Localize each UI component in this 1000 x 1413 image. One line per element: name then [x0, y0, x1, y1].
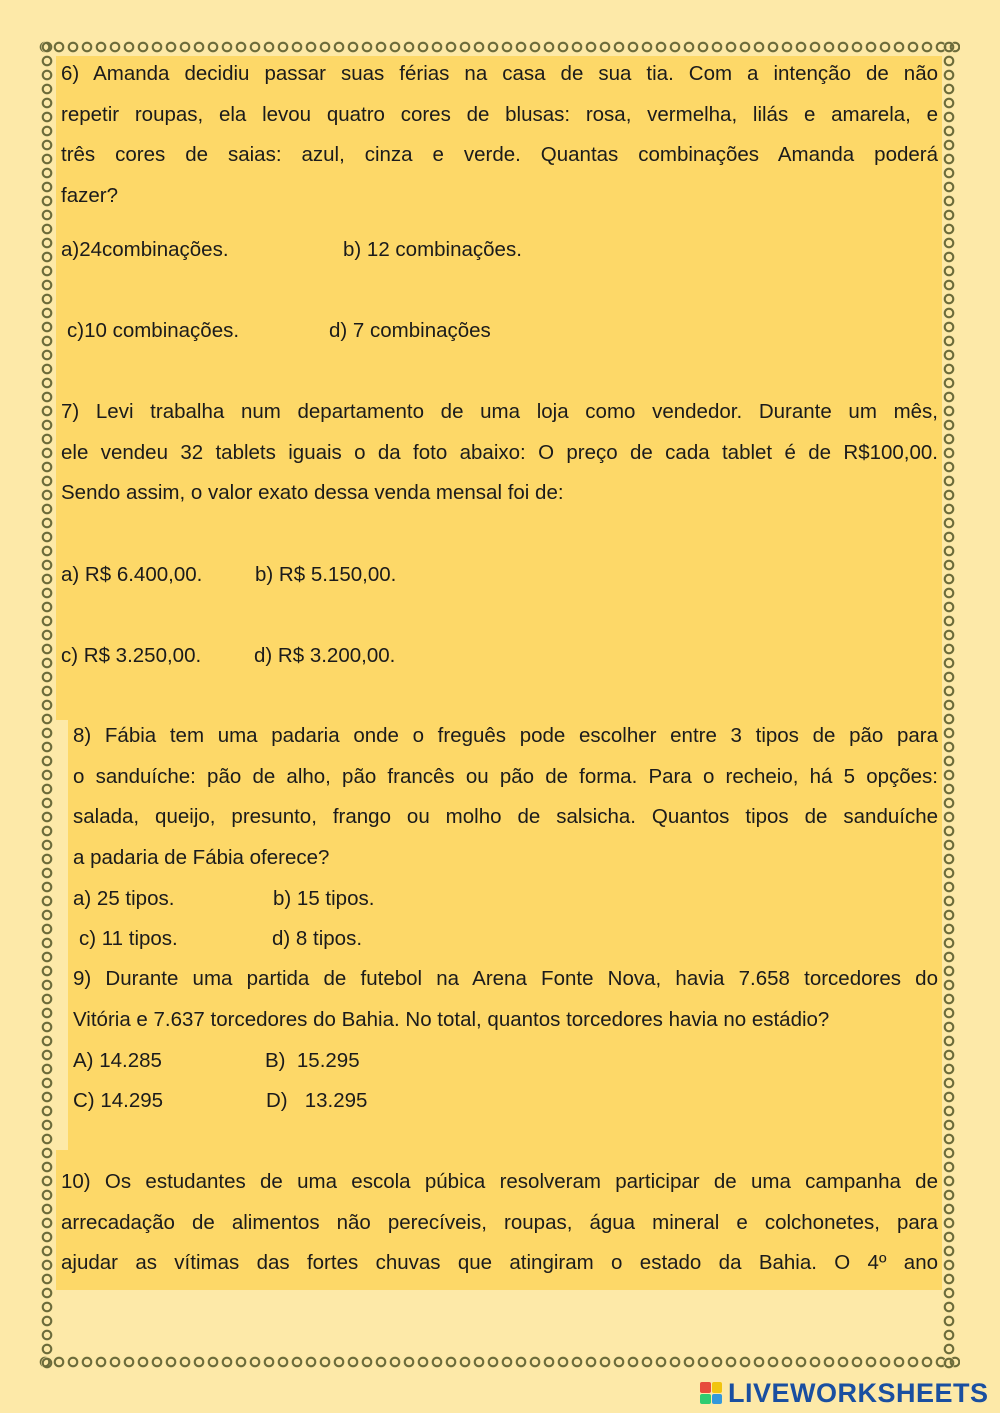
question-7-option-a[interactable]: a) R$ 6.400,00.: [61, 563, 203, 586]
question-9-line: Vitória e 7.637 torcedores do Bahia. No total, quantos torcedores havia no estádio?: [73, 1007, 830, 1031]
question-8-option-a[interactable]: a) 25 tipos.: [73, 887, 175, 910]
question-8-option-d[interactable]: d) 8 tipos.: [272, 927, 363, 950]
question-9: [73, 959, 938, 1040]
question-8: [73, 716, 938, 878]
question-9-option-c[interactable]: C) 14.295: [73, 1089, 164, 1112]
question-10-line: arrecadação de alimentos não perecíveis, roupas, água mineral e colchonetes, para: [61, 1210, 938, 1234]
question-7: [61, 392, 938, 514]
question-9-option-b[interactable]: B) 15.295: [265, 1049, 360, 1072]
question-7-option-c[interactable]: c) R$ 3.250,00.: [61, 644, 202, 667]
decorative-border-bottom: [38, 1355, 960, 1369]
question-6-line: três cores de saias: azul, cinza e verde. Quantas combinações Amanda poderá: [61, 143, 938, 166]
question-7-option-b[interactable]: b) R$ 5.150,00.: [255, 563, 397, 586]
question-8-line: salada, queijo, presunto, frango ou molho de salsicha. Quantos tipos de sanduíche: [73, 805, 938, 828]
question-8-option-b[interactable]: b) 15 tipos.: [273, 887, 375, 910]
decorative-border-left: [40, 40, 54, 1369]
question-6-line: 6) Amanda decidiu passar suas férias na casa de sua tia. Com a intenção de não: [61, 62, 938, 85]
question-6-line: fazer?: [61, 183, 118, 207]
question-7-line: Sendo assim, o valor exato dessa venda mensal foi de:: [61, 481, 564, 504]
decorative-border-top: [38, 40, 960, 54]
question-6-option-a[interactable]: a)24combinações.: [61, 238, 229, 261]
question-6: [61, 54, 938, 216]
question-8-line: 8) Fábia tem uma padaria onde o freguês pode escolher entre 3 tipos de pão para: [73, 724, 938, 747]
question-7-line: ele vendeu 32 tablets iguais o da foto abaixo: O preço de cada tablet é de R$100,00.: [61, 440, 938, 464]
liveworksheets-logo-icon: [700, 1382, 722, 1404]
question-8-line: a padaria de Fábia oferece?: [73, 845, 330, 869]
question-6-option-d[interactable]: d) 7 combinações: [329, 319, 491, 342]
question-9-option-d[interactable]: D) 13.295: [266, 1089, 368, 1112]
liveworksheets-brand-text: LIVEWORKSHEETS: [728, 1377, 989, 1408]
question-7-line: 7) Levi trabalha num departamento de uma loja como vendedor. Durante um mês,: [61, 400, 938, 423]
question-9-line: 9) Durante uma partida de futebol na Arena Fonte Nova, havia 7.658 torcedores do: [73, 967, 938, 990]
liveworksheets-logo[interactable]: [700, 1378, 989, 1408]
question-9-option-a[interactable]: A) 14.285: [73, 1049, 162, 1072]
question-8-option-c[interactable]: c) 11 tipos.: [79, 927, 178, 950]
question-10-line: ajudar as vítimas das fortes chuvas que atingiram o estado da Bahia. O 4º ano: [61, 1251, 938, 1274]
question-7-option-d[interactable]: d) R$ 3.200,00.: [254, 644, 396, 667]
question-8-line: o sanduíche: pão de alho, pão francês ou pão de forma. Para o recheio, há 5 opções:: [73, 764, 938, 788]
question-10-line: 10) Os estudantes de uma escola púbica resolveram participar de uma campanha de: [61, 1170, 938, 1193]
question-10: [61, 1162, 938, 1284]
question-6-line: repetir roupas, ela levou quatro cores de blusas: rosa, vermelha, lilás e amarela, e: [61, 102, 938, 126]
question-6-option-c[interactable]: c)10 combinações.: [67, 319, 240, 342]
question-6-option-b[interactable]: b) 12 combinações.: [343, 238, 522, 261]
decorative-border-right: [942, 40, 956, 1369]
